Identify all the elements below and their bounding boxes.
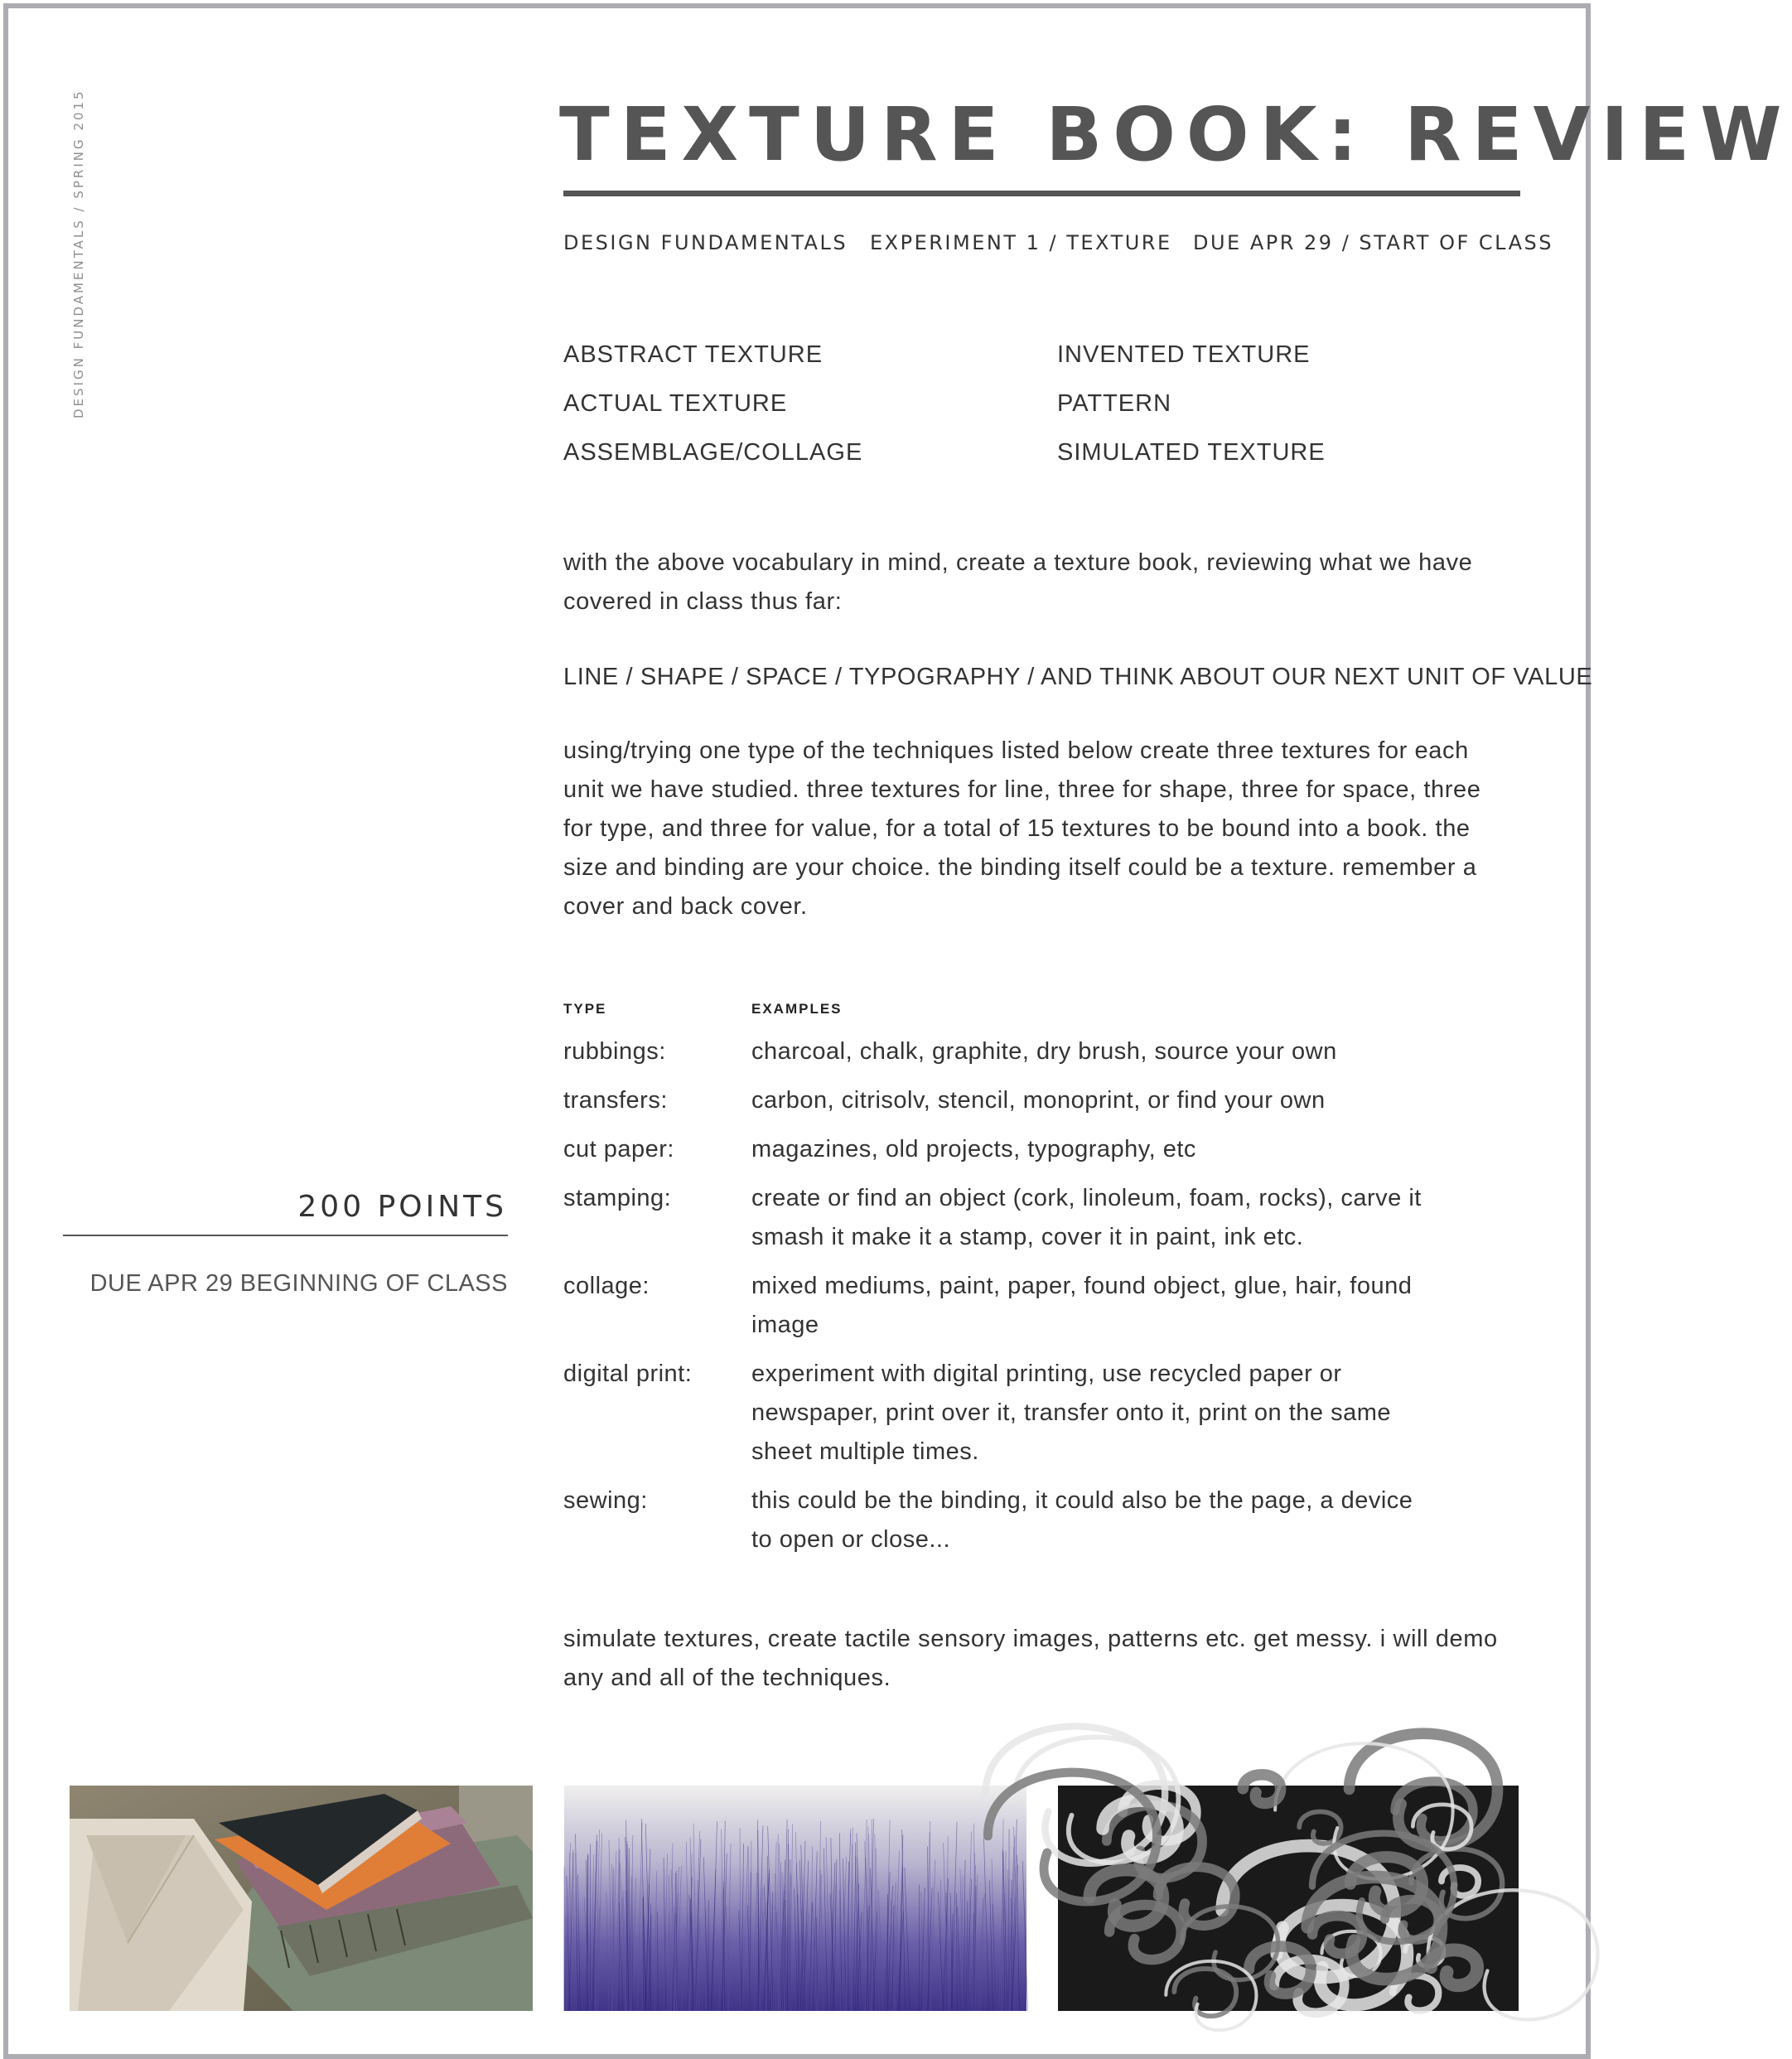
technique-type: stamping: — [563, 1185, 672, 1211]
technique-examples: experiment with digital printing, use recycled paper or newspaper, print over it, transfer onto it, print on the same sheet multiple times. — [751, 1361, 1391, 1465]
swirl-texture-image — [1058, 1786, 1519, 2011]
vocab-term: ASSEMBLAGE/COLLAGE — [563, 439, 863, 466]
technique-type: sewing: — [563, 1487, 648, 1514]
intro-paragraph: with the above vocabulary in mind, create a texture book, reviewing what we have covered in class thus far: — [563, 549, 1473, 615]
subheader-due: DUE APR 29 / START OF CLASS — [1193, 231, 1553, 254]
page-title: TEXTURE BOOK: REVIEW — [559, 91, 1792, 177]
technique-type: rubbings: — [563, 1038, 666, 1065]
technique-examples: carbon, citrisolv, stencil, monoprint, or find your own — [751, 1087, 1326, 1114]
vocab-term: ABSTRACT TEXTURE — [563, 341, 824, 368]
technique-type: digital print: — [563, 1361, 693, 1387]
points-label: 200 POINTS — [297, 1190, 507, 1224]
points-divider — [63, 1235, 508, 1236]
books-photo — [70, 1786, 533, 2011]
instructions-paragraph: using/trying one type of the techniques listed below create three textures for each unit we have studied. three textures for line, three for shape, three for space, three for type, and three for value, for a total of 15 textures to be bound into a book. the size and binding are your choice. the binding itself could be a texture. remember a cover and back cover. — [563, 737, 1481, 920]
ballpoint-texture-image — [564, 1786, 1026, 2011]
technique-examples: this could be the binding, it could also be the page, a device to open or close... — [751, 1487, 1413, 1553]
technique-examples: magazines, old projects, typography, etc — [751, 1136, 1196, 1162]
table-header-examples: EXAMPLES — [751, 1001, 843, 1017]
subheader-course: DESIGN FUNDAMENTALS — [563, 231, 848, 254]
vocab-term: INVENTED TEXTURE — [1057, 341, 1311, 368]
vocab-term: ACTUAL TEXTURE — [563, 390, 788, 417]
page-border — [3, 3, 1792, 2059]
vocab-term: SIMULATED TEXTURE — [1057, 439, 1326, 466]
technique-type: transfers: — [563, 1087, 668, 1114]
technique-type: collage: — [563, 1273, 650, 1299]
closing-paragraph: simulate textures, create tactile sensory images, patterns etc. get messy. i will demo any and all of the techniques. — [563, 1626, 1498, 1691]
units-line: LINE / SHAPE / SPACE / TYPOGRAPHY / AND THINK ABOUT OUR NEXT UNIT OF VALUE — [563, 664, 1593, 690]
table-header-type: TYPE — [563, 1001, 607, 1017]
due-note: DUE APR 29 BEGINNING OF CLASS — [89, 1270, 508, 1297]
technique-examples: mixed mediums, paint, paper, found object, glue, hair, found image — [751, 1273, 1413, 1338]
vocab-term: PATTERN — [1057, 390, 1172, 417]
side-label: DESIGN FUNDAMENTALS / SPRING 2015 — [71, 89, 86, 418]
subheader-experiment: EXPERIMENT 1 / TEXTURE — [870, 231, 1172, 254]
title-underline — [563, 191, 1520, 196]
technique-type: cut paper: — [563, 1136, 674, 1162]
technique-examples: create or find an object (cork, linoleum, foam, rocks), carve it smash it make it a stamp, cover it in paint, ink etc. — [751, 1185, 1422, 1250]
technique-examples: charcoal, chalk, graphite, dry brush, source your own — [751, 1038, 1337, 1065]
